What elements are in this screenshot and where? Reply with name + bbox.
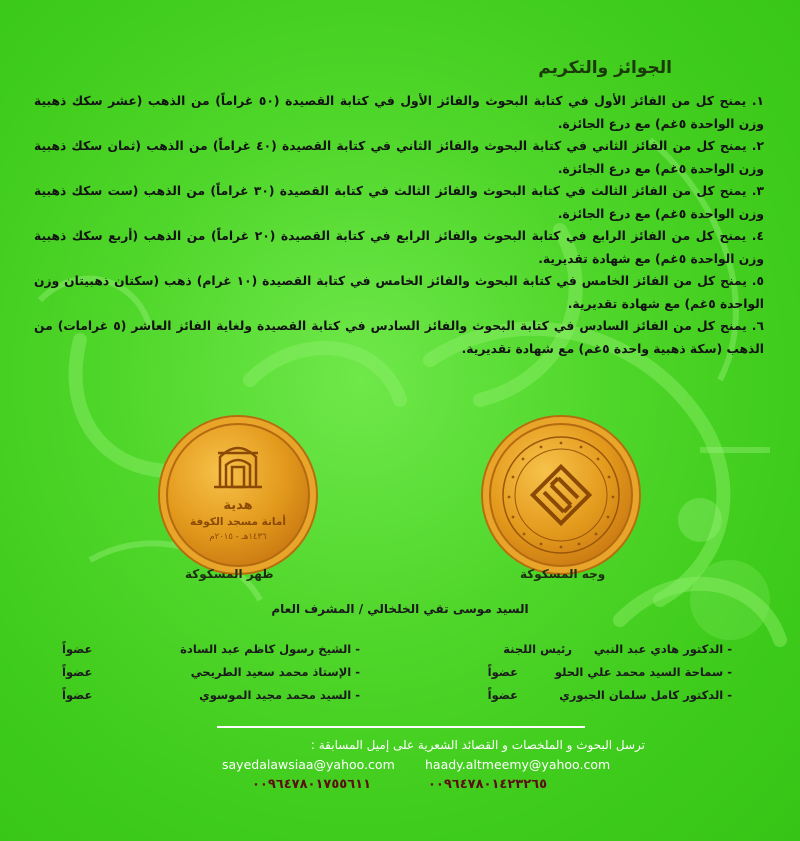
committee-role: عضواً bbox=[487, 665, 518, 679]
committee-role: عضواً bbox=[487, 688, 518, 702]
medal-back-text-3: ١٤٣٦هـ - ٢٠١٥م bbox=[209, 532, 267, 542]
clause-3: ٣. يمنح كل من الفائز الثالث في كتابة البحوث والفائز الثالث في كتابة القصيدة (٣٠ غراماً) من الذهب (ست سكك ذهبية وزن الواحدة ٥غم) مع درع الجائزة. bbox=[34, 184, 764, 221]
medal-back-text-2: أمانة مسجد الكوفة bbox=[190, 516, 286, 528]
phone-number-right: ٠٠٩٦٤٧٨٠١٤٢٣٢٦٥ bbox=[428, 777, 548, 792]
committee-member: - الإستاذ محمد سعيد الطريحي bbox=[190, 665, 360, 679]
medal-back-caption: ظهر المسكوكة bbox=[185, 567, 274, 581]
clause-4: ٤. يمنح كل من الفائز الرابع في كتابة البحوث والفائز الرابع في كتابة القصيدة (٢٠ غراماً) من الذهب (أربع سكك ذهبية وزن الواحدة ٥غم) مع شهادة تقديرية. bbox=[34, 229, 764, 266]
email-link-left[interactable]: sayedalawsiaa@yahoo.com bbox=[222, 757, 395, 772]
kufa-logo-icon bbox=[483, 417, 639, 573]
committee-role: عضواً bbox=[62, 642, 93, 656]
contact-note: ترسل البحوث و الملخصات و القصائد الشعرية على إميل المسابقة : bbox=[310, 738, 645, 752]
committee-member: - الشيخ رسول كاظم عبد السادة bbox=[180, 642, 360, 656]
committee-role: رئيس اللجنة bbox=[503, 642, 572, 656]
general-supervisor: السيد موسى تقي الخلخالي / المشرف العام bbox=[271, 602, 529, 616]
clause-2: ٢. يمنح كل من الفائز الثاني في كتابة البحوث والفائز الثاني في كتابة القصيدة (٤٠ غراماً) من الذهب (ثمان سكك ذهبية وزن الواحدة ٥غم) مع درع الجائزة. bbox=[34, 139, 764, 176]
award-clauses bbox=[34, 90, 764, 360]
mosque-emblem-icon bbox=[160, 417, 316, 573]
committee-member: - الدكتور هادي عبد النبي bbox=[593, 642, 732, 656]
medal-front-image bbox=[483, 417, 639, 573]
clause-6: ٦. يمنح كل من الفائز السادس في كتابة البحوث والفائز السادس في كتابة القصيدة ولغاية الفائز العاشر (٥ غرامات) من الذهب (سكة ذهبية واحدة ٥غم) مع شهادة تقديرية. bbox=[34, 319, 764, 356]
committee-role: عضواً bbox=[62, 665, 93, 679]
clause-5: ٥. يمنح كل من الفائز الخامس في كتابة البحوث والفائز الخامس في كتابة القصيدة (١٠ غرام) ذهب (سكتان ذهبيتان وزن الواحدة ٥غم) مع شهادة تقديرية. bbox=[34, 274, 764, 311]
phone-number-left: ٠٠٩٦٤٧٨٠١٧٥٥٦١١ bbox=[252, 777, 372, 792]
committee-member: - الدكتور كامل سلمان الجبوري bbox=[559, 688, 732, 702]
medal-front-caption: وجه المسكوكة bbox=[520, 567, 606, 581]
clause-1: ١. يمنح كل من الفائز الأول في كتابة البحوث والفائز الأول في كتابة القصيدة (٥٠ غراماً) من الذهب (عشر سكك ذهبية وزن الواحدة ٥غم) مع درع الجائزة. bbox=[34, 94, 765, 131]
committee-member: - السيد محمد مجيد الموسوي bbox=[199, 688, 360, 702]
divider bbox=[217, 726, 585, 728]
committee-role: عضواً bbox=[62, 688, 93, 702]
section-title: الجوائز والتكريم bbox=[538, 58, 672, 78]
committee-member: - سماحة السيد محمد علي الحلو bbox=[554, 665, 732, 679]
medal-back-text-1: هدية bbox=[223, 498, 253, 513]
email-link-right[interactable]: haady.altmeemy@yahoo.com bbox=[425, 757, 611, 772]
medal-back-image bbox=[160, 417, 316, 573]
